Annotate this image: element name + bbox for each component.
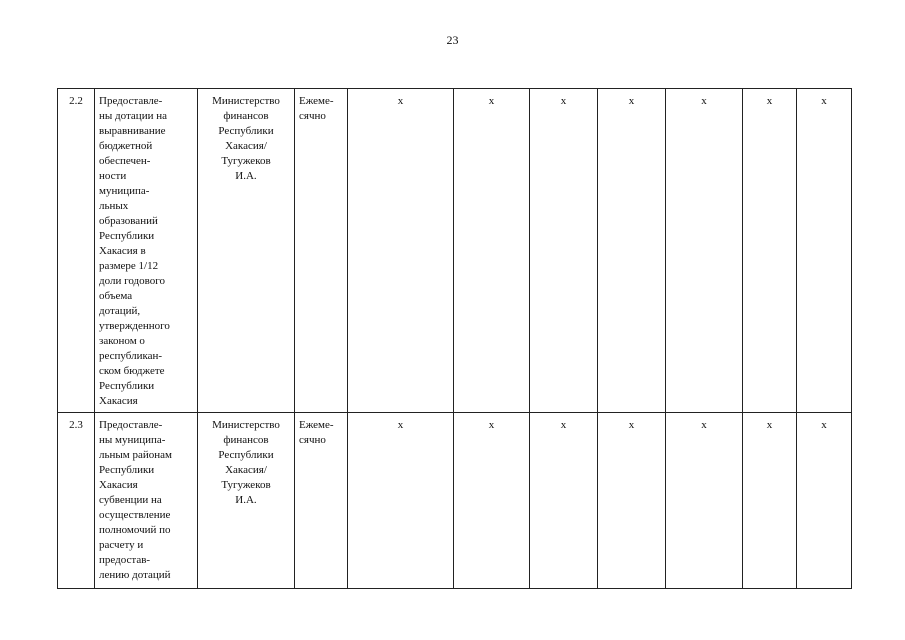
value-cell: x xyxy=(530,89,598,413)
value-cell: x xyxy=(454,413,530,589)
page-number: 23 xyxy=(446,33,459,47)
responsible-cell: Министерство финансов Республики Хакасия/ Тугужеков И.А. xyxy=(198,89,295,413)
value-cell: x xyxy=(666,413,743,589)
value-cell: x xyxy=(348,413,454,589)
value-cell: x xyxy=(797,89,852,413)
value-cell: x xyxy=(348,89,454,413)
term-cell: Ежеме- сячно xyxy=(295,89,348,413)
term-cell: Ежеме- сячно xyxy=(295,413,348,589)
value-cell: x xyxy=(598,413,666,589)
table-row xyxy=(58,89,852,413)
activity-name-cell: Предоставле- ны дотации на выравнивание бюджетной обеспечен- ности муниципа- льных образований Республики Хакасия в размере 1/12 доли годового объема дотаций, утвержденного законом о республикан- ском бюджете Республики Хакасия xyxy=(95,89,198,413)
value-cell: x xyxy=(797,413,852,589)
value-cell: x xyxy=(666,89,743,413)
row-number-cell: 2.2 xyxy=(58,89,95,413)
value-cell: x xyxy=(743,413,797,589)
value-cell: x xyxy=(743,89,797,413)
activity-plan-table xyxy=(57,88,852,589)
row-number-cell: 2.3 xyxy=(58,413,95,589)
value-cell: x xyxy=(598,89,666,413)
activity-name-cell: Предоставле- ны муниципа- льным районам Республики Хакасия субвенции на осуществление полномочий по расчету и предостав- лению дотаций xyxy=(95,413,198,589)
responsible-cell: Министерство финансов Республики Хакасия/ Тугужеков И.А. xyxy=(198,413,295,589)
value-cell: x xyxy=(454,89,530,413)
table-row xyxy=(58,413,852,589)
value-cell: x xyxy=(530,413,598,589)
